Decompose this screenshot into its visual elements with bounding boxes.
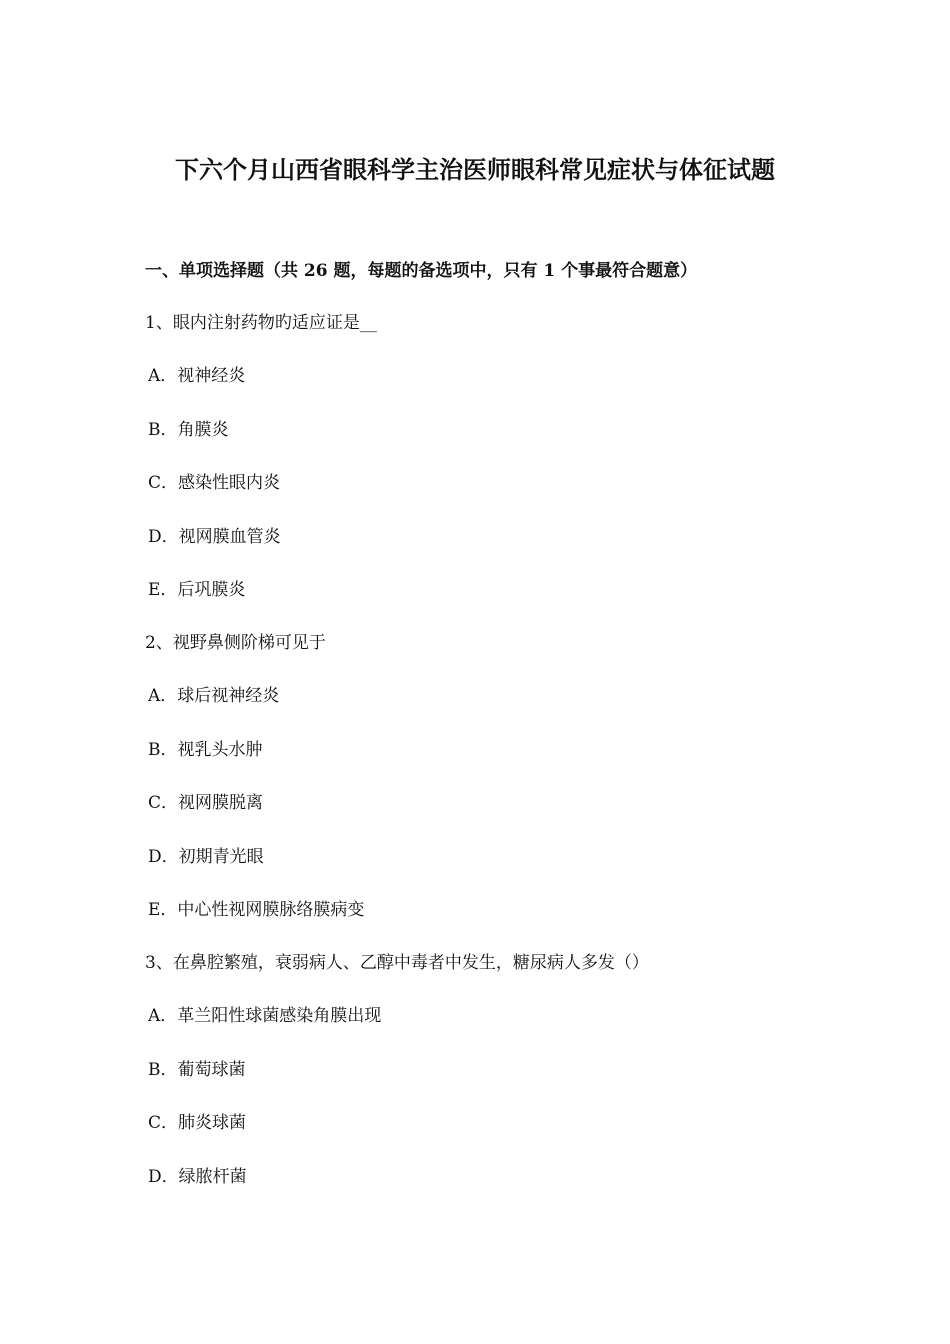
question-3-option-a: A．革兰阳性球菌感染角膜出现: [148, 1006, 382, 1026]
question-1-option-b: B．角膜炎: [148, 420, 229, 440]
question-3-option-d: D．绿脓杆菌: [148, 1167, 247, 1187]
question-2-option-d: D．初期青光眼: [148, 847, 264, 867]
question-1-option-d: D．视网膜血管炎: [148, 527, 281, 547]
document-title: 下六个月山西省眼科学主治医师眼科常见症状与体征试题: [175, 155, 775, 184]
question-2-option-b: B．视乳头水肿: [148, 740, 263, 760]
question-1-option-e: E．后巩膜炎: [148, 580, 246, 600]
question-1-option-a: A．视神经炎: [148, 366, 246, 386]
section-heading: 一、单项选择题（共 26 题，每题的备选项中，只有 1 个事最符合题意）: [145, 261, 698, 281]
question-3-stem: 3、在鼻腔繁殖，衰弱病人、乙醇中毒者中发生，糖尿病人多发（）: [145, 953, 649, 973]
question-1-stem: 1、眼内注射药物旳适应证是__: [145, 313, 377, 333]
question-1-option-c: C．感染性眼内炎: [148, 473, 281, 493]
question-2-option-c: C．视网膜脱离: [148, 793, 264, 813]
question-3-option-c: C．肺炎球菌: [148, 1113, 247, 1133]
question-2-option-e: E．中心性视网膜脉络膜病变: [148, 900, 365, 920]
question-2-stem: 2、视野鼻侧阶梯可见于: [145, 633, 326, 653]
question-3-option-b: B．葡萄球菌: [148, 1060, 246, 1080]
question-2-option-a: A．球后视神经炎: [148, 686, 280, 706]
